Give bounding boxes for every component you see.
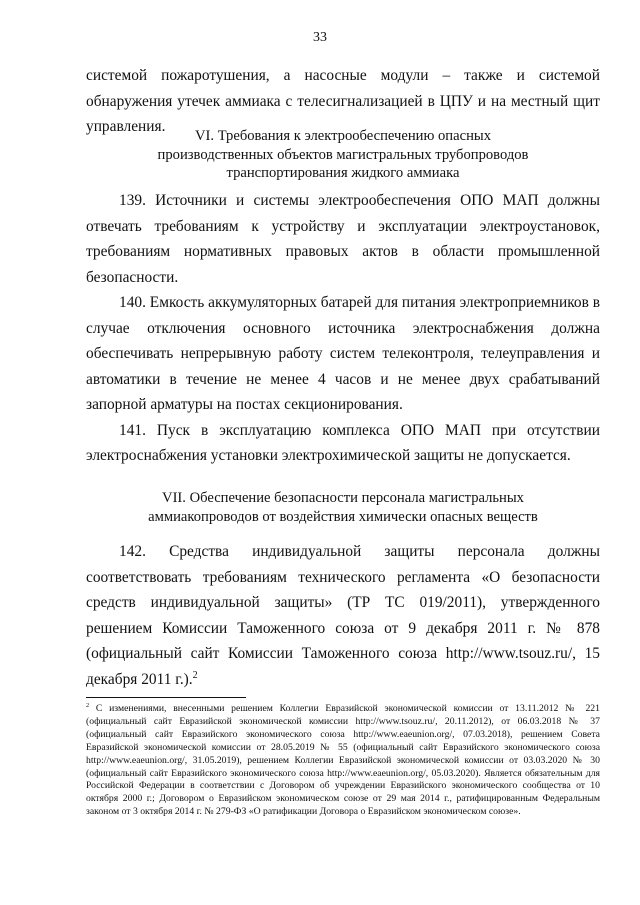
section-7-body bbox=[86, 539, 600, 692]
footnote-text: С изменениями, внесенными решением Коллегии Евразийской экономической комиссии от 13.11.2012 № 221 (официальный сайт Евразийской экономической комиссии http://www.tsouz.ru/, 20.11.2012), от 06.03.2018 № 37 (официальный сайт Евразийского экономического союза http://www.eaeunion.org/, 07.03.2018), решением Совета Евразийской экономической комиссии от 28.05.2019 № 55 (официальный сайт Евразийского экономического союза http://www.eaeunion.org/, 31.05.2019), решением Коллегии Евразийской экономической комиссии от 03.03.2020 № 30 (официальный сайт Евразийского экономического союза http://www.eaeunion.org/, 05.03.2020). Является обязательным для Российской Федерации в соответствии с Договором об учреждении Евразийского экономического сообщества от 10 октября 2000 г.; Договором о Евразийском экономическом союзе от 29 мая 2014 г., ратифицированным Федеральным законом от 3 октября 2014 г. № 279-ФЗ «О ратификации Договора о Евразийском экономическом союзе». bbox=[86, 703, 600, 818]
page-number: 33 bbox=[313, 30, 327, 45]
section-6-heading bbox=[86, 127, 600, 183]
section-7-heading-line-1: VII. Обеспечение безопасности персонала магистральных bbox=[162, 490, 524, 506]
paragraph-141: 141. Пуск в эксплуатацию комплекса ОПО МАП при отсутствии электроснабжения установки электрохимической защиты не допускается. bbox=[86, 421, 600, 464]
paragraph-142 bbox=[86, 539, 600, 692]
section-7-heading bbox=[86, 489, 600, 526]
paragraph-139: 139. Источники и системы электрообеспечения ОПО МАП должны отвечать требованиям к устройству и эксплуатации электроустановок, требованиям нормативных правовых актов в области промышленной безопасности. bbox=[86, 192, 600, 286]
intro-paragraph: системой пожаротушения, а насосные модули – также и системой обнаружения утечек аммиака с телесигнализацией в ЦПУ и на местный щит управления. bbox=[86, 67, 600, 135]
footnote-reference: 2 bbox=[192, 669, 198, 681]
section-6-heading-line-2: производственных объектов магистральных трубопроводов bbox=[157, 146, 529, 163]
footnote bbox=[86, 703, 600, 819]
section-6-heading-line-3: транспортирования жидкого аммиака bbox=[226, 165, 460, 181]
section-6-body bbox=[86, 188, 600, 469]
footnote-separator bbox=[86, 697, 246, 698]
section-6-heading-line-1: VI. Требования к электрообеспечению опасных bbox=[195, 128, 491, 144]
section-7-heading-line-2: аммиакопроводов от воздействия химически опасных веществ bbox=[148, 508, 538, 525]
paragraph-140: 140. Емкость аккумуляторных батарей для питания электроприемников в случае отключения основного источника электроснабжения должна обеспечивать непрерывную работу систем телеконтроля, телеуправления и автоматики в течение не менее 4 часов и не менее двух срабатываний запорной арматуры на постах секционирования. bbox=[86, 294, 600, 413]
footnote-mark: 2 bbox=[86, 701, 90, 709]
paragraph-142-text: 142. Средства индивидуальной защиты персонала должны соответствовать требованиям технического регламента «О безопасности средств индивидуальной защиты» (ТР ТС 019/2011), утвержденного решением Комиссии Таможенного союза от 9 декабря 2011 г. № 878 (официальный сайт Комиссии Таможенного союза http://www.tsouz.ru/, 15 декабря 2011 г.). bbox=[86, 543, 600, 688]
